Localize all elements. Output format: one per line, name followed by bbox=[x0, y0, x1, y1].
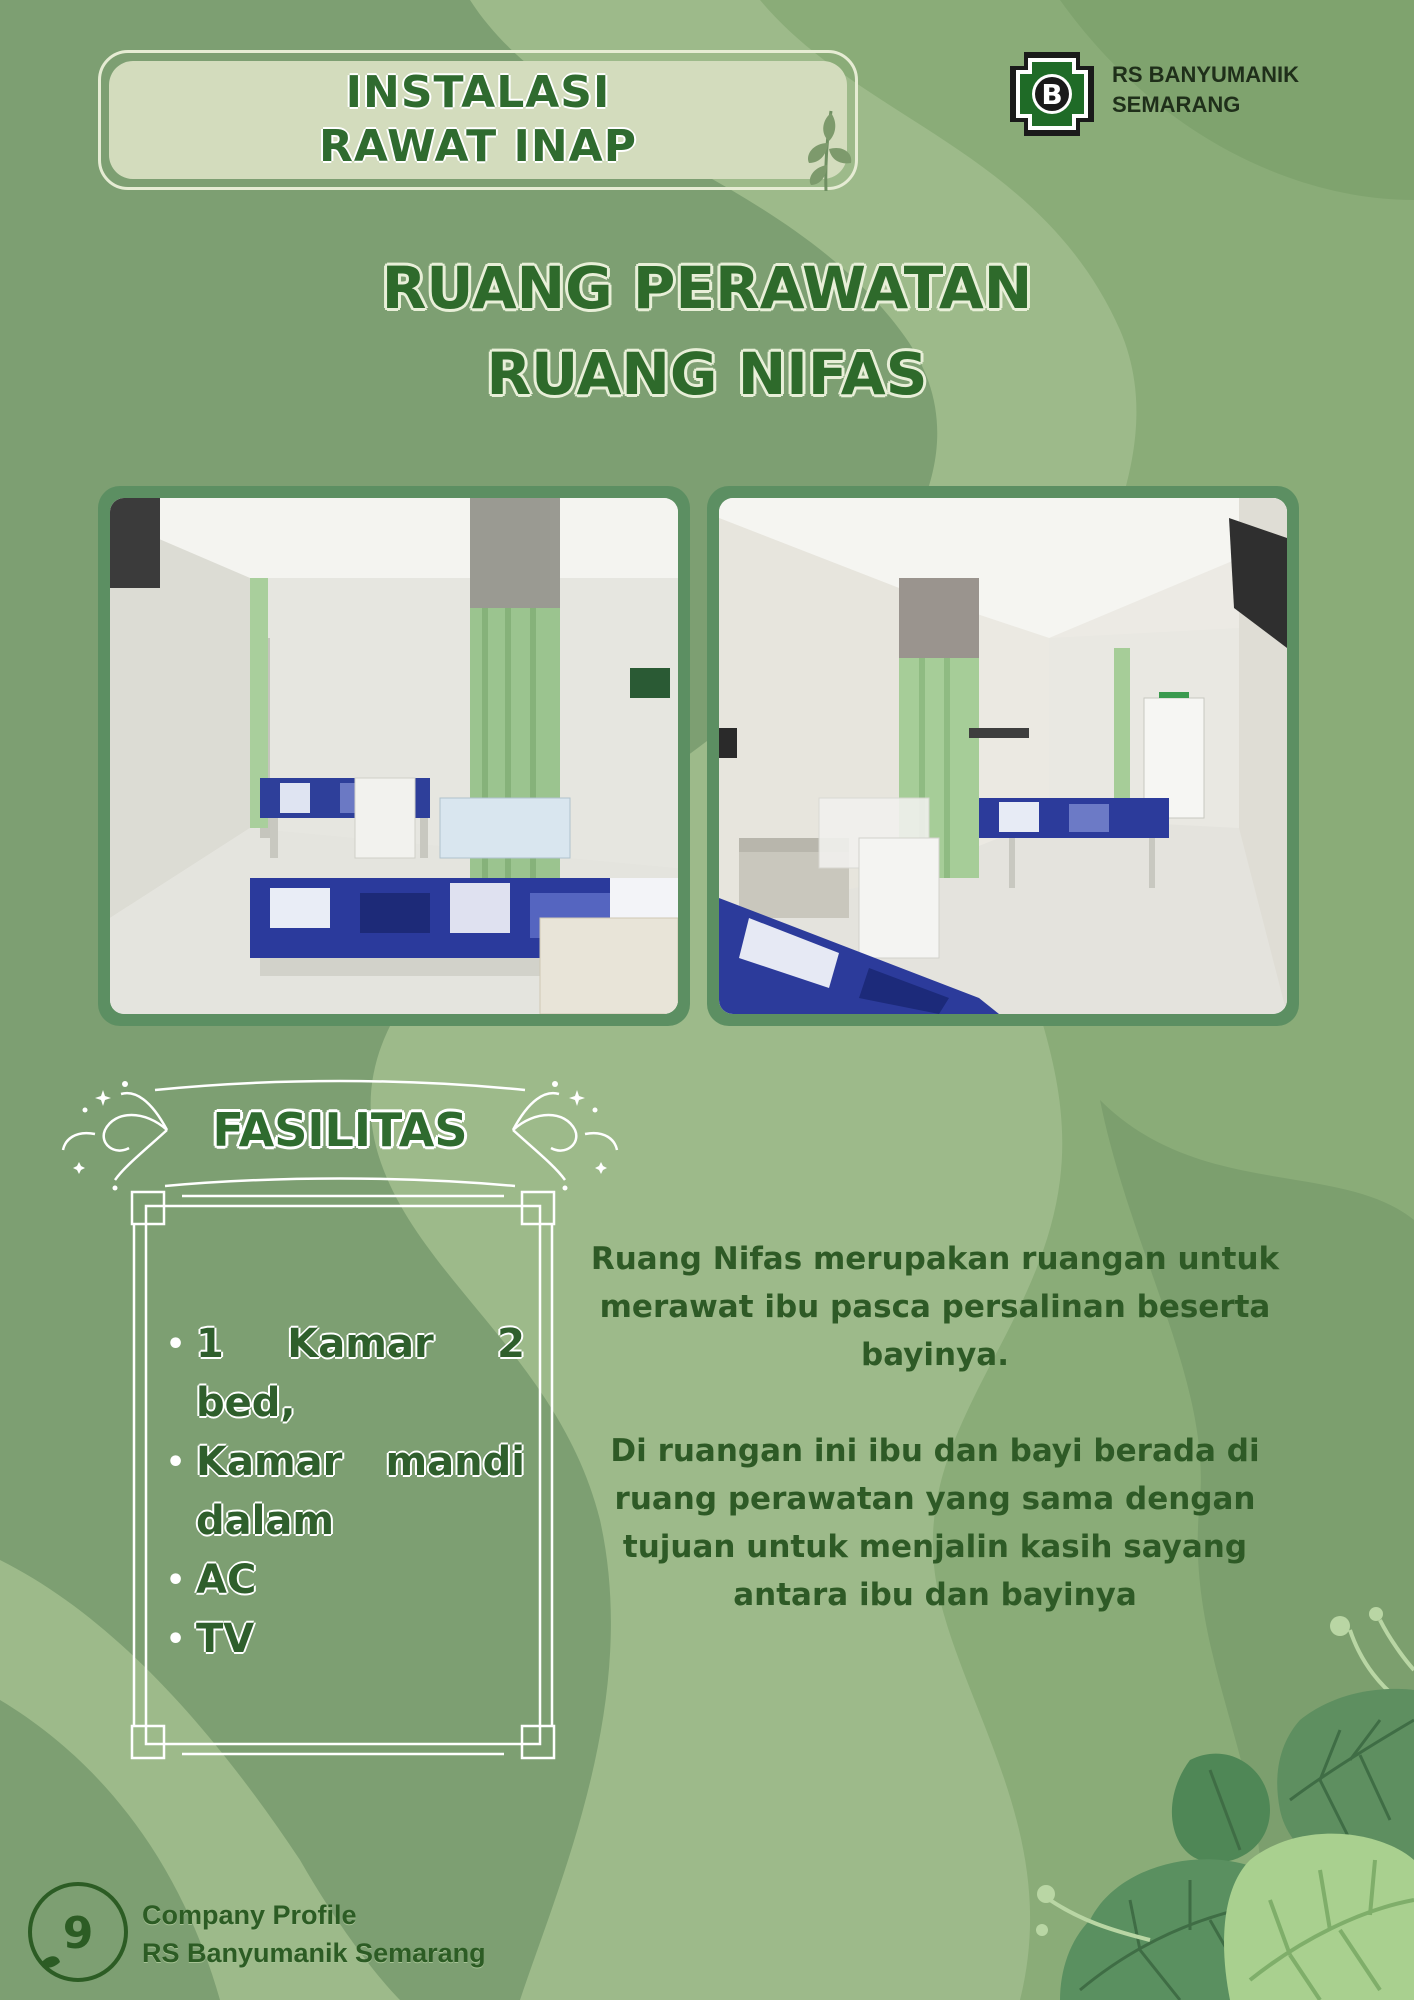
hospital-logo-icon bbox=[1010, 52, 1094, 136]
room-photo-left bbox=[98, 486, 690, 1026]
page-title bbox=[300, 245, 1114, 417]
room-photo-right-image bbox=[719, 498, 1287, 1014]
fasilitas-item: • TV bbox=[166, 1616, 255, 1662]
fasilitas-item: • Kamar mandi dalam bbox=[166, 1439, 525, 1544]
fasilitas-title: FASILITAS bbox=[212, 1103, 468, 1157]
description-paragraph-1: Ruang Nifas merupakan ruangan untuk merawat ibu pasca persalinan beserta bayinya. bbox=[590, 1241, 1280, 1373]
room-photo-right bbox=[707, 486, 1299, 1026]
header-line-1: INSTALASI bbox=[345, 67, 611, 118]
fasilitas-item: • 1 Kamar 2 bed, bbox=[166, 1321, 525, 1426]
page-number-badge bbox=[26, 1880, 130, 1984]
monstera-leaves-icon bbox=[1020, 1600, 1414, 2000]
logo-letter: B bbox=[1041, 78, 1063, 111]
page-title-line-1: RUANG PERAWATAN bbox=[381, 254, 1033, 322]
footer-caption bbox=[142, 1896, 542, 1972]
fasilitas-item: • AC bbox=[166, 1557, 257, 1603]
fasilitas-list bbox=[160, 1315, 525, 1669]
room-photo-left-image bbox=[110, 498, 678, 1014]
section-header-badge bbox=[98, 50, 858, 190]
hospital-name-line-2: SEMARANG bbox=[1112, 92, 1241, 117]
page-number: 9 bbox=[62, 1908, 94, 1959]
page-title-line-2: RUANG NIFAS bbox=[486, 340, 928, 408]
footer-line-2: RS Banyumanik Semarang bbox=[142, 1938, 486, 1968]
leaf-sprig-icon bbox=[791, 103, 861, 193]
header-line-2: RAWAT INAP bbox=[319, 121, 637, 172]
footer-line-1: Company Profile bbox=[142, 1900, 357, 1930]
hospital-name-line-1: RS BANYUMANIK bbox=[1112, 62, 1299, 87]
hospital-name bbox=[1112, 60, 1402, 120]
description-paragraph-2: Di ruangan ini ibu dan bayi berada di ruang perawatan yang sama dengan tujuan untuk menjalin kasih sayang antara ibu dan bayinya bbox=[610, 1433, 1260, 1613]
